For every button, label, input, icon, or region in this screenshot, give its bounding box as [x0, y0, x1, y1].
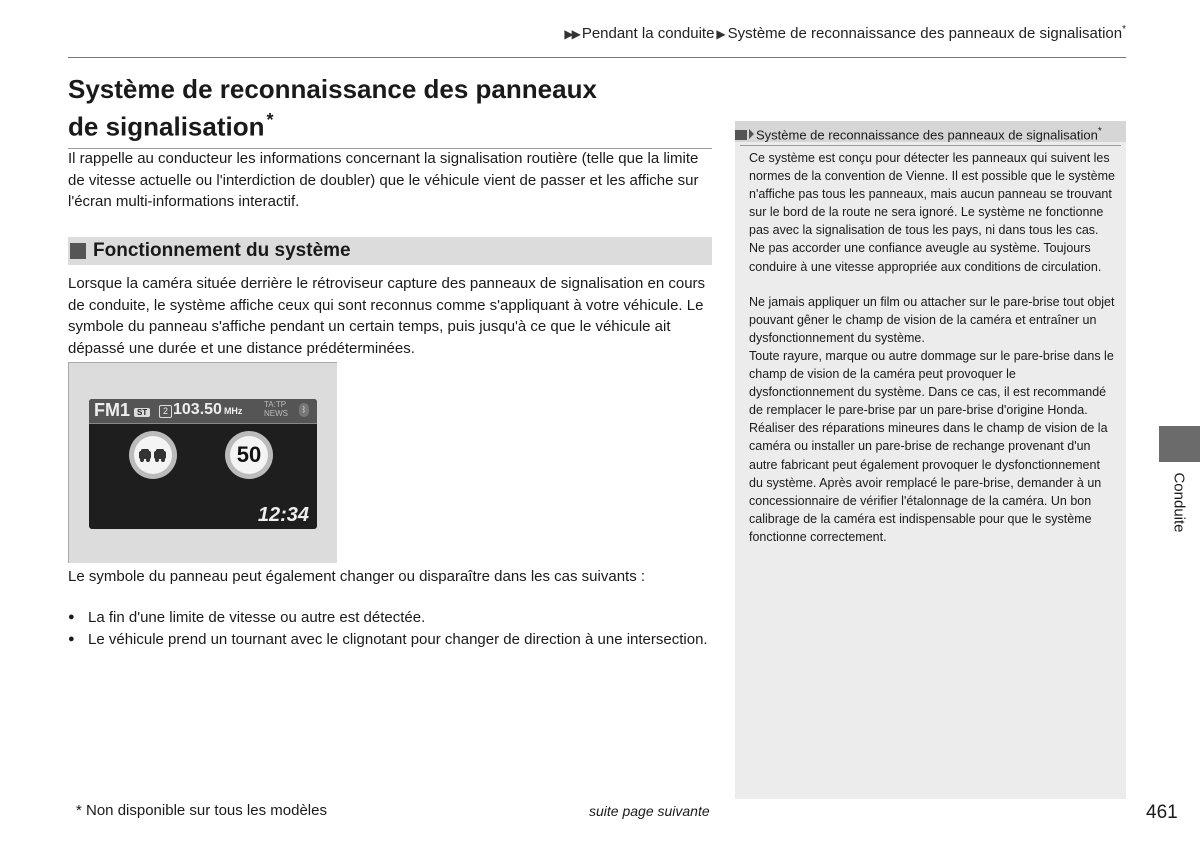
section-heading-text: Fonctionnement du système	[93, 240, 351, 261]
stereo-badge: ST	[134, 408, 150, 417]
clock: 12:34	[257, 504, 309, 526]
band-label: FM1	[94, 400, 130, 420]
ta-tp-label: TA:TP	[264, 400, 287, 409]
section-heading	[68, 237, 712, 265]
two-cars-icon	[138, 447, 168, 463]
double-arrow-icon: ▶▶	[564, 27, 579, 41]
frequency	[173, 401, 242, 419]
frequency-unit: MHz	[223, 406, 243, 416]
header-rule	[68, 57, 1126, 58]
sidebox-paragraph: Toute rayure, marque ou autre dommage sur le pare-brise dans le champ de vision de la caméra peut provoquer le dysfonctionnement du système. Dans ce cas, il est recommandé de remplacer le pare-brise par un pare-brise d'origine Honda. Réaliser des réparations mineures dans le champ de vision de la caméra ou installer un pare-brise de rechange provenant d'un autre fabricant peut également provoquer le dysfonctionnement du système. Après avoir remplacé le pare-brise, demander à un concessionnaire de vérifier l'étalonnage de la caméra. Un bon calibrage de la caméra est indispensable pour que le système fonctionne correctement.	[749, 348, 1114, 544]
sidebox-paragraph: Ne jamais appliquer un film ou attacher sur le pare-brise tout objet pouvant gêner le champ de vision de la caméra et entraîner un dysfonctionnement du système.	[749, 294, 1115, 345]
footnote: * Non disponible sur tous les modèles	[76, 802, 327, 819]
list-item: ● Le véhicule prend un tournant avec le clignotant pour changer de direction à une intersection.	[68, 629, 718, 651]
sidebox-paragraph: Ce système est conçu pour détecter les panneaux qui suivent les normes de la convention de Vienne. Il est possible que le système n'affiche pas tous les panneaux, mais aucun panneau se trouvant sur le bord de la route ne sera ignoré. Le système ne fonctionne pas avec la signalisation de tous les pays, ni dans tous les cas.	[749, 151, 1115, 238]
conditions-list	[68, 607, 718, 650]
sidebox-body	[749, 149, 1117, 546]
intro-paragraph: Il rappelle au conducteur les informations concernant la signalisation routière (telle que la limite de vitesse actuelle ou l'interdiction de doubler) que le véhicule vient de passer et les affiche sur l'écran multi-informations interactif.	[68, 150, 699, 210]
news-label: NEWS	[264, 409, 288, 418]
square-bullet-icon	[70, 243, 86, 259]
footnote-mark: *	[1122, 24, 1126, 35]
note-marker-icon	[735, 130, 747, 140]
speed-limit-value: 50	[236, 442, 262, 467]
sidebox-rule	[740, 145, 1121, 146]
breadcrumb	[564, 24, 1126, 42]
page-title-line-1: Système de reconnaissance des panneaux	[68, 74, 597, 104]
display-illustration	[68, 362, 337, 563]
chapter-label	[1159, 462, 1200, 542]
page-title-line-2: de signalisation	[68, 111, 265, 142]
footnote-mark: *	[266, 110, 274, 130]
conditions-paragraph: Le symbole du panneau peut également changer ou disparaître dans les cas suivants :	[68, 568, 646, 585]
note-sidebox	[735, 121, 1126, 799]
breadcrumb-level-1: Pendant la conduite	[581, 25, 715, 42]
sidebox-paragraph: Ne pas accorder une confiance aveugle au système. Toujours conduire à une vitesse appropriée aux conditions de circulation.	[749, 241, 1102, 274]
continued-note: suite page suivante	[589, 803, 710, 819]
arrow-icon: ▶	[716, 27, 726, 41]
list-item: ● La fin d'une limite de vitesse ou autre est détectée.	[68, 607, 718, 629]
footnote-mark: *	[1097, 126, 1102, 137]
chapter-tab	[1159, 426, 1200, 462]
page-number: 461	[1146, 802, 1178, 823]
speed-limit-sign-icon	[225, 431, 273, 479]
ta-tp-indicator	[264, 400, 288, 418]
frequency-value: 103.50	[173, 401, 222, 418]
chapter-label-text: Conduite	[1171, 471, 1189, 533]
page-title	[68, 74, 712, 149]
section-paragraph: Lorsque la caméra située derrière le rétroviseur capture des panneaux de signalisation en cours de conduite, le système affiche ceux qui sont reconnus comme s'appliquant à votre véhicule. Le symbole du panneau s'affiche pendant un certain temps, puis jusqu'à ce que le véhicule ait dépassé une durée et une distance prédéterminées.	[68, 275, 706, 357]
audio-status-bar	[89, 399, 317, 424]
arrow-icon	[749, 129, 754, 139]
preset-number: 2	[159, 405, 172, 418]
breadcrumb-level-2: Système de reconnaissance des panneaux de signalisation	[727, 25, 1123, 42]
sidebox-header	[735, 121, 1126, 142]
sidebox-header-text: Système de reconnaissance des panneaux de signalisation	[756, 127, 1098, 143]
no-overtaking-sign-icon	[129, 431, 177, 479]
multi-information-display	[89, 399, 317, 529]
bluetooth-icon: ᛒ	[299, 403, 309, 417]
